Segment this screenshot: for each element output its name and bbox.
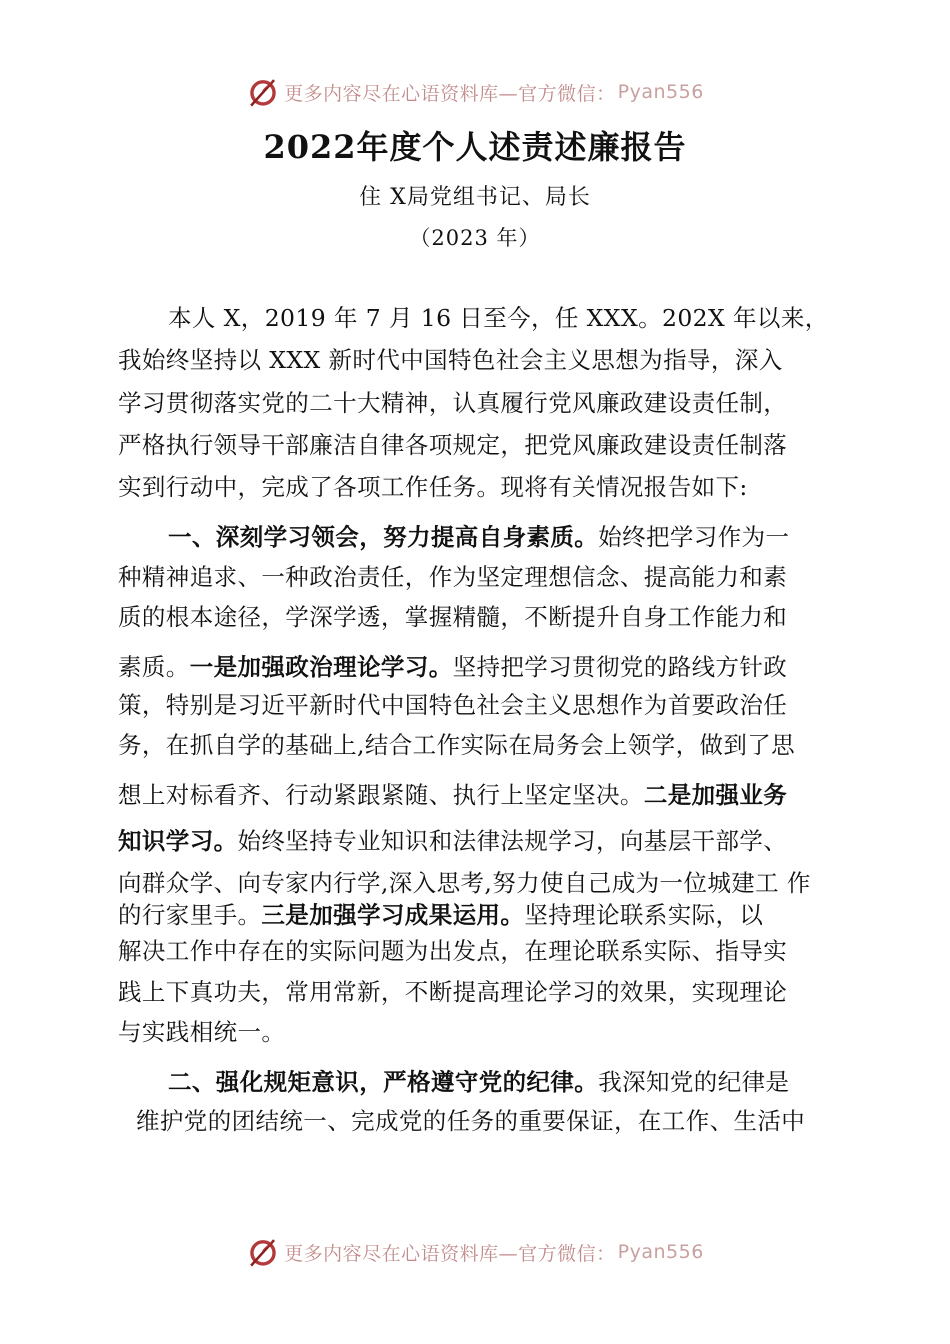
body-text: 践上下真功夫，常用常新，不断提高理论学习的效果，实现理论 xyxy=(118,978,788,1006)
body-line xyxy=(118,652,787,682)
body-text: 坚持把学习贯彻党的路线方针政 xyxy=(452,653,788,681)
body-line xyxy=(118,977,787,1007)
watermark-text: 更多内容尽在心语资料库—官方微信： xyxy=(284,1242,616,1265)
body-line xyxy=(168,1067,789,1097)
body-line xyxy=(118,868,811,898)
watermark-banner-bottom xyxy=(0,1232,950,1272)
body-line xyxy=(118,826,787,856)
report-year: （2023 年） xyxy=(409,226,541,250)
body-line xyxy=(118,900,763,930)
body-text: 向群众学、向专家内行学,深入思考,努力使自己成为一位城建工 作 xyxy=(118,869,811,897)
body-text: 解决工作中存在的实际问题为出发点，在理论联系实际、指导实 xyxy=(118,937,788,965)
bold-heading-text: 二、强化规矩意识，严格遵守党的纪律。 xyxy=(168,1068,599,1096)
body-line xyxy=(168,303,829,333)
body-text: 我始终坚持以 XXX 新时代中国特色社会主义思想为指导，深入 xyxy=(118,346,783,374)
body-text: 质的根本途径，学深学透，掌握精髓，不断提升自身工作能力和 xyxy=(118,603,788,631)
body-line xyxy=(118,562,787,592)
body-text: 严格执行领导干部廉洁自律各项规定，把党风廉政建设责任制落 xyxy=(118,431,788,459)
body-text: 务，在抓自学的基础上,结合工作实际在局务会上领学，做到了思 xyxy=(118,731,796,759)
watermark-text: 更多内容尽在心语资料库—官方微信： xyxy=(284,82,616,105)
body-text: 与实践相统一。 xyxy=(118,1018,286,1046)
body-text: 素质。 xyxy=(118,653,190,681)
bold-heading-text: 一是加强政治理论学习。 xyxy=(189,653,453,681)
body-line xyxy=(118,690,787,720)
body-text: 始终坚持专业知识和法律法规学习，向基层干部学、 xyxy=(237,827,788,855)
quill-logo-icon xyxy=(246,75,280,109)
body-line xyxy=(168,522,789,552)
bold-heading-text: 二是加强业务 xyxy=(643,781,788,809)
body-text: 的行家里手。 xyxy=(118,901,262,929)
body-line xyxy=(136,1106,805,1136)
body-text: 想上对标看齐、行动紧跟紧随、执行上坚定坚决。 xyxy=(118,781,644,809)
body-text: 始终把学习作为一 xyxy=(598,523,790,551)
body-text: 维护党的团结统一、完成党的任务的重要保证，在工作、生活中 xyxy=(136,1107,806,1135)
body-text: 我深知党的纪律是 xyxy=(598,1068,790,1096)
body-line xyxy=(118,472,748,502)
body-text: 学习贯彻落实党的二十大精神，认真履行党风廉政建设责任制， xyxy=(118,389,788,417)
body-line xyxy=(118,730,795,760)
bold-heading-text: 一、深刻学习领会，努力提高自身素质。 xyxy=(168,523,599,551)
body-line xyxy=(118,388,787,418)
body-text: 坚持理论联系实际，以 xyxy=(524,901,764,929)
body-text: 实到行动中，完成了各项工作任务。现将有关情况报告如下: xyxy=(118,473,748,501)
body-line xyxy=(118,602,787,632)
body-line xyxy=(118,1017,285,1047)
body-line xyxy=(118,780,787,810)
watermark-banner-top xyxy=(0,72,950,112)
watermark-wechat-id: Pyan556 xyxy=(617,1241,704,1263)
bold-heading-text: 三是加强学习成果运用。 xyxy=(261,901,525,929)
body-line xyxy=(118,430,787,460)
body-text: 种精神追求、一种政治责任，作为坚定理想信念、提高能力和素 xyxy=(118,563,788,591)
body-line xyxy=(118,936,787,966)
quill-logo-icon xyxy=(246,1235,280,1269)
watermark-wechat-id: Pyan556 xyxy=(617,81,704,103)
body-line xyxy=(118,345,783,375)
report-author-position: 住 X局党组书记、局长 xyxy=(359,185,591,210)
body-text: 策，特别是习近平新时代中国特色社会主义思想作为首要政治任 xyxy=(118,691,788,719)
report-title: 2022年度个人述责述廉报告 xyxy=(263,128,687,166)
bold-heading-text: 知识学习。 xyxy=(118,827,238,855)
body-text: 本人 X，2019 年 7 月 16 日至今，任 XXX。202X 年以来， xyxy=(168,304,829,332)
